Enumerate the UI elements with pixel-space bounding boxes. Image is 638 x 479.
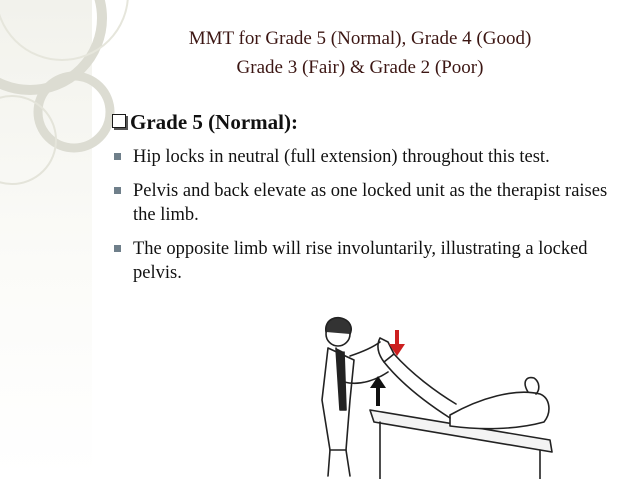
checkbox-bullet-icon <box>112 114 126 128</box>
title-line-1: MMT for Grade 5 (Normal), Grade 4 (Good) <box>188 28 532 49</box>
therapist-hair <box>326 318 351 334</box>
bullet-text: Pelvis and back elevate as one locked unit as the therapist raises the limb. <box>133 181 608 225</box>
list-item <box>112 145 612 169</box>
list-item <box>112 179 612 227</box>
title-line-2: Grade 3 (Fair) & Grade 2 (Poor) <box>236 57 484 78</box>
section-heading-text: Grade 5 (Normal): <box>130 110 298 134</box>
patient-arm <box>525 378 539 394</box>
mmt-illustration <box>300 290 565 479</box>
section-heading <box>112 110 298 135</box>
square-bullet-icon <box>114 153 121 160</box>
bullet-text: Hip locks in neutral (full extension) throughout this test. <box>133 147 550 167</box>
therapist-legs <box>328 450 350 476</box>
bullet-list <box>112 145 612 295</box>
patient-body <box>450 392 549 428</box>
bullet-text: The opposite limb will rise involuntarily, illustrating a locked pelvis. <box>133 239 588 283</box>
patient-leg <box>384 354 456 418</box>
arrow-down-icon <box>389 330 405 356</box>
list-item <box>112 237 612 285</box>
therapist-arm-upper <box>350 342 380 356</box>
square-bullet-icon <box>114 245 121 252</box>
square-bullet-icon <box>114 187 121 194</box>
slide-title <box>120 24 600 82</box>
